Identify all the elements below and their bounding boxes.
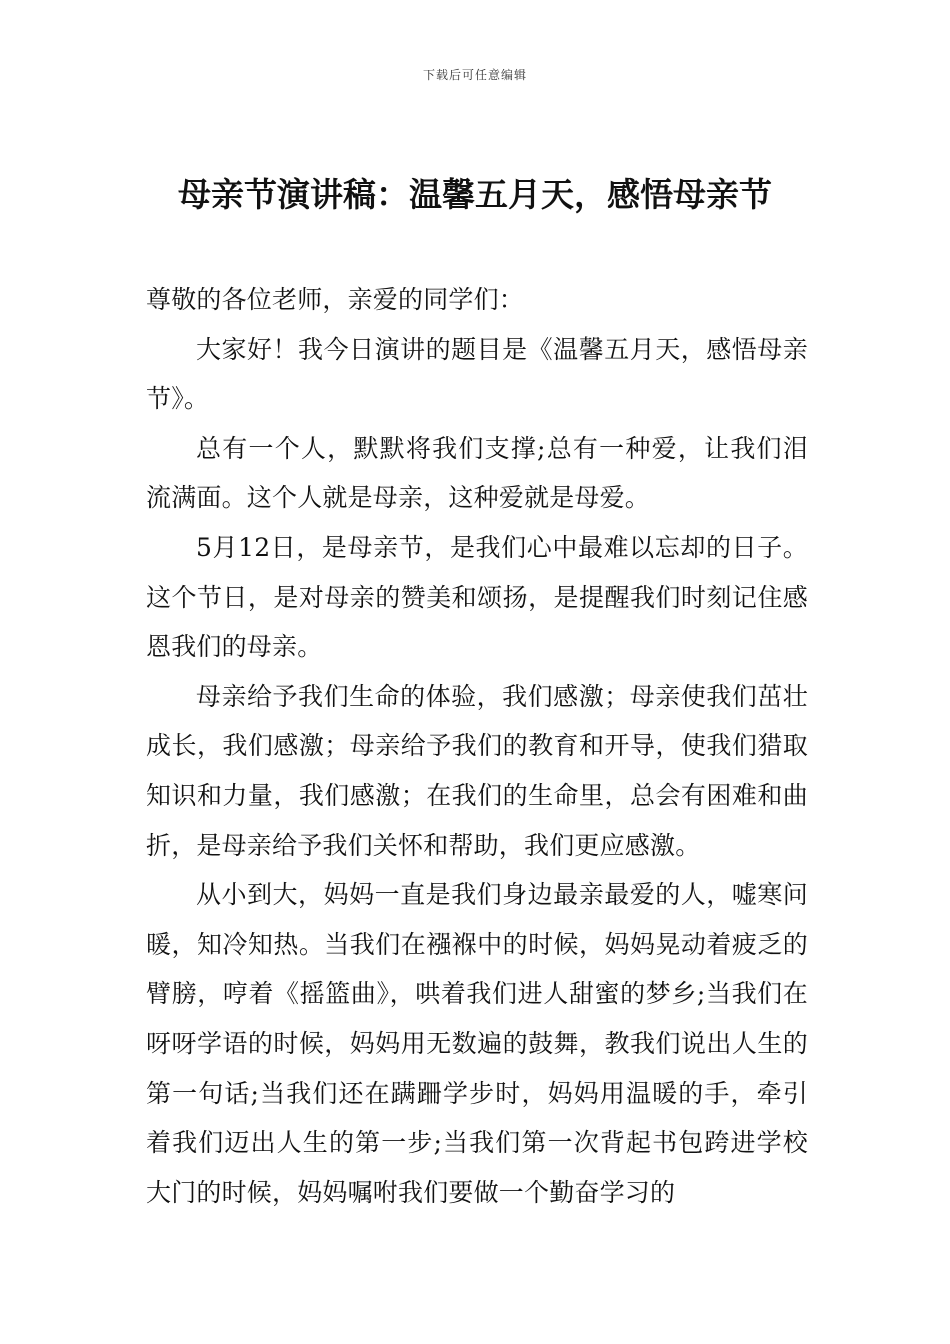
- header-note: 下载后可任意编辑: [422, 68, 527, 82]
- document-body: [146, 275, 808, 1217]
- paragraph-5: 从小到大，妈妈一直是我们身边最亲最爱的人，嘘寒问暖，知冷知热。当我们在襁褓中的时候，妈妈晃动着疲乏的臂膀，哼着《摇篮曲》，哄着我们进人甜蜜的梦乡;当我们在呀呀学语的时候，妈妈用无数遍的鼓舞，教我们说出人生的第一句话;当我们还在蹒跚学步时，妈妈用温暖的手，牵引着我们迈出人生的第一步;当我们第一次背起书包跨进学校大门的时候，妈妈嘱咐我们要做一个勤奋学习的: [146, 880, 808, 1207]
- paragraph-3: 5月12日，是母亲节，是我们心中最难以忘却的日子。这个节日，是对母亲的赞美和颂扬，是提醒我们时刻记住感恩我们的母亲。: [146, 532, 808, 662]
- paragraph-2: 总有一个人，默默将我们支撑;总有一种爱，让我们泪流满面。这个人就是母亲，这种爱就是母爱。: [146, 433, 808, 513]
- page-title: 母亲节演讲稿：温馨五月天，感悟母亲节: [178, 175, 772, 214]
- paragraph-4: 母亲给予我们生命的体验，我们感激；母亲使我们茁壮成长，我们感激；母亲给予我们的教育和开导，使我们猎取知识和力量，我们感激；在我们的生命里，总会有困难和曲折，是母亲给予我们关怀和帮助，我们更应感激。: [146, 681, 808, 860]
- salutation: 尊敬的各位老师，亲爱的同学们：: [146, 285, 525, 314]
- paragraph-1: 大家好！我今日演讲的题目是《温馨五月天，感悟母亲节》。: [146, 334, 808, 414]
